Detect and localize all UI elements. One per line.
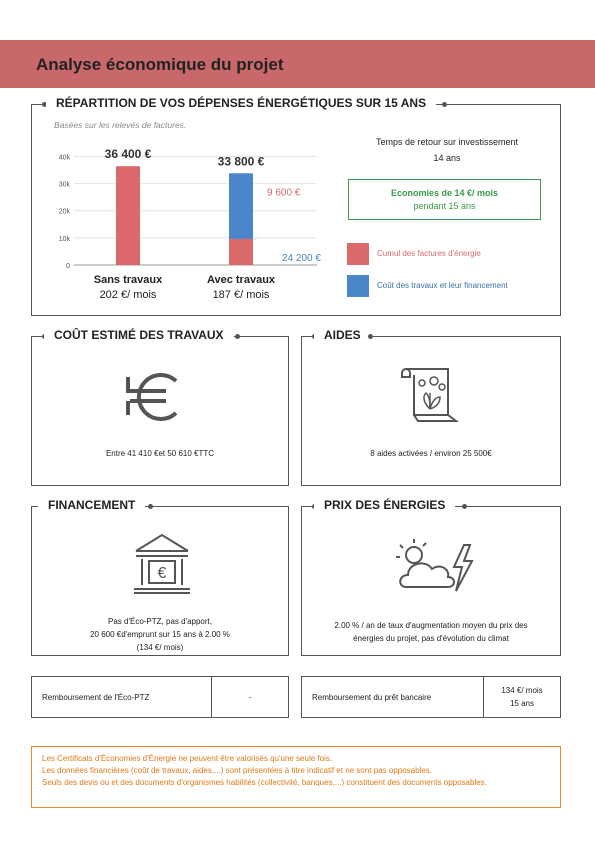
chart-ytick-label: 20k: [58, 208, 70, 216]
weather-icon: [392, 537, 476, 602]
chart-ytick-label: 30k: [58, 181, 70, 189]
chart-category-label: Sans travaux: [93, 274, 163, 286]
chart-data-label: 24 200 €: [282, 253, 321, 264]
remboursement-pret: [301, 676, 561, 718]
remb-pret-monthly: 134 €/ mois: [501, 686, 543, 695]
legend-swatch-energy: [347, 243, 369, 265]
chart-category-sublabel: 202 €/ mois: [99, 289, 157, 301]
repartition-title: RÉPARTITION DE VOS DÉPENSES ÉNERGÉTIQUES SUR 15 ANS: [46, 96, 436, 110]
bank-euro-symbol: €: [157, 565, 167, 582]
chart-ytick-label: 40k: [58, 154, 70, 162]
savings-amount: Economies de 14 €/ mois: [390, 188, 499, 198]
note-line: Seuls des devis ou et des documents d'organismes habilités (collectivité, banques,...) constituent des documents opposables.: [42, 778, 487, 787]
legend-swatch-works: [347, 275, 369, 297]
travaux-title: COÛT ESTIMÉ DES TRAVAUX: [44, 328, 234, 342]
title-tick: [31, 336, 45, 337]
prix-title: PRIX DES ÉNERGIES: [314, 498, 455, 512]
title-tick: [301, 506, 315, 507]
aides-title: AIDES: [314, 328, 371, 342]
financement-title: FINANCEMENT: [38, 498, 145, 512]
legend-label-works: Coût des travaux et leur financement: [377, 281, 508, 290]
chart-bar: [229, 239, 253, 265]
financement-line3: (134 €/ mois): [136, 643, 184, 652]
remb-pret-duration: 15 ans: [509, 699, 535, 708]
title-tick: [370, 336, 384, 337]
chart-total-label: 36 400 €: [104, 147, 152, 162]
chart-data-label: 9 600 €: [267, 187, 301, 199]
chart-category-sublabel: 187 €/ mois: [212, 289, 270, 301]
roi-value: 14 ans: [433, 153, 461, 163]
chart-category-label: Avec travaux: [206, 274, 276, 286]
title-tick: [301, 336, 315, 337]
remb-eco-value: -: [211, 677, 288, 717]
chart-ytick-label: 10k: [58, 235, 70, 243]
chart-total-label: 33 800 €: [217, 154, 265, 169]
document-icon: [396, 363, 466, 430]
chart-bar: [116, 166, 140, 265]
bank-icon: [132, 531, 192, 600]
travaux-section: [31, 328, 289, 486]
page-title: Analyse économique du projet: [36, 55, 284, 74]
title-tick: [150, 506, 164, 507]
remboursement-eco-ptz: [31, 676, 289, 718]
aides-text: 8 aides activées / environ 25 500€: [370, 449, 492, 458]
roi-label: Temps de retour sur investissement: [375, 137, 519, 147]
title-tick: [464, 506, 478, 507]
legend-label-energy: Cumul des factures d'énergie: [377, 249, 481, 258]
repartition-section: [31, 96, 561, 316]
chart-bar: [229, 173, 253, 239]
travaux-cost-text: Entre 41 410 €et 50 610 €TTC: [105, 449, 215, 458]
remb-pret-label: Remboursement du prêt bancaire: [312, 692, 432, 702]
financement-line1: Pas d'Éco-PTZ, pas d'apport,: [108, 617, 212, 626]
prix-line2: énergies du projet, pas d'évolution du climat: [353, 634, 509, 643]
prix-line1: 2.00 % / an de taux d'augmentation moyen du prix des: [334, 621, 528, 630]
expenses-chart: [32, 105, 332, 310]
chart-ytick-label: 0: [66, 263, 70, 270]
title-tick: [237, 336, 251, 337]
disclaimer-note: [31, 746, 561, 808]
savings-duration: pendant 15 ans: [413, 201, 476, 211]
financement-section: [31, 498, 289, 656]
prix-section: [301, 498, 561, 656]
repartition-subtitle: Basées sur les relevés de factures.: [54, 120, 187, 130]
financement-line2: 20 600 €d'emprunt sur 15 ans à 2.00 %: [90, 630, 230, 639]
note-line: Les données financières (coût de travaux, aides,...) sont présentées à titre indicatif et ne sont pas opposables.: [42, 766, 433, 775]
remb-pret-value: [483, 677, 560, 717]
aides-section: [301, 328, 561, 486]
euro-tag-icon: [124, 367, 194, 432]
note-line: Les Certificats d'Économies d'Énergie ne peuvent être valorisés qu'une seule fois.: [42, 754, 333, 763]
title-tick: [444, 104, 458, 105]
savings-box: [348, 179, 541, 220]
remb-eco-label: Remboursement de l'Éco-PTZ: [42, 692, 150, 702]
